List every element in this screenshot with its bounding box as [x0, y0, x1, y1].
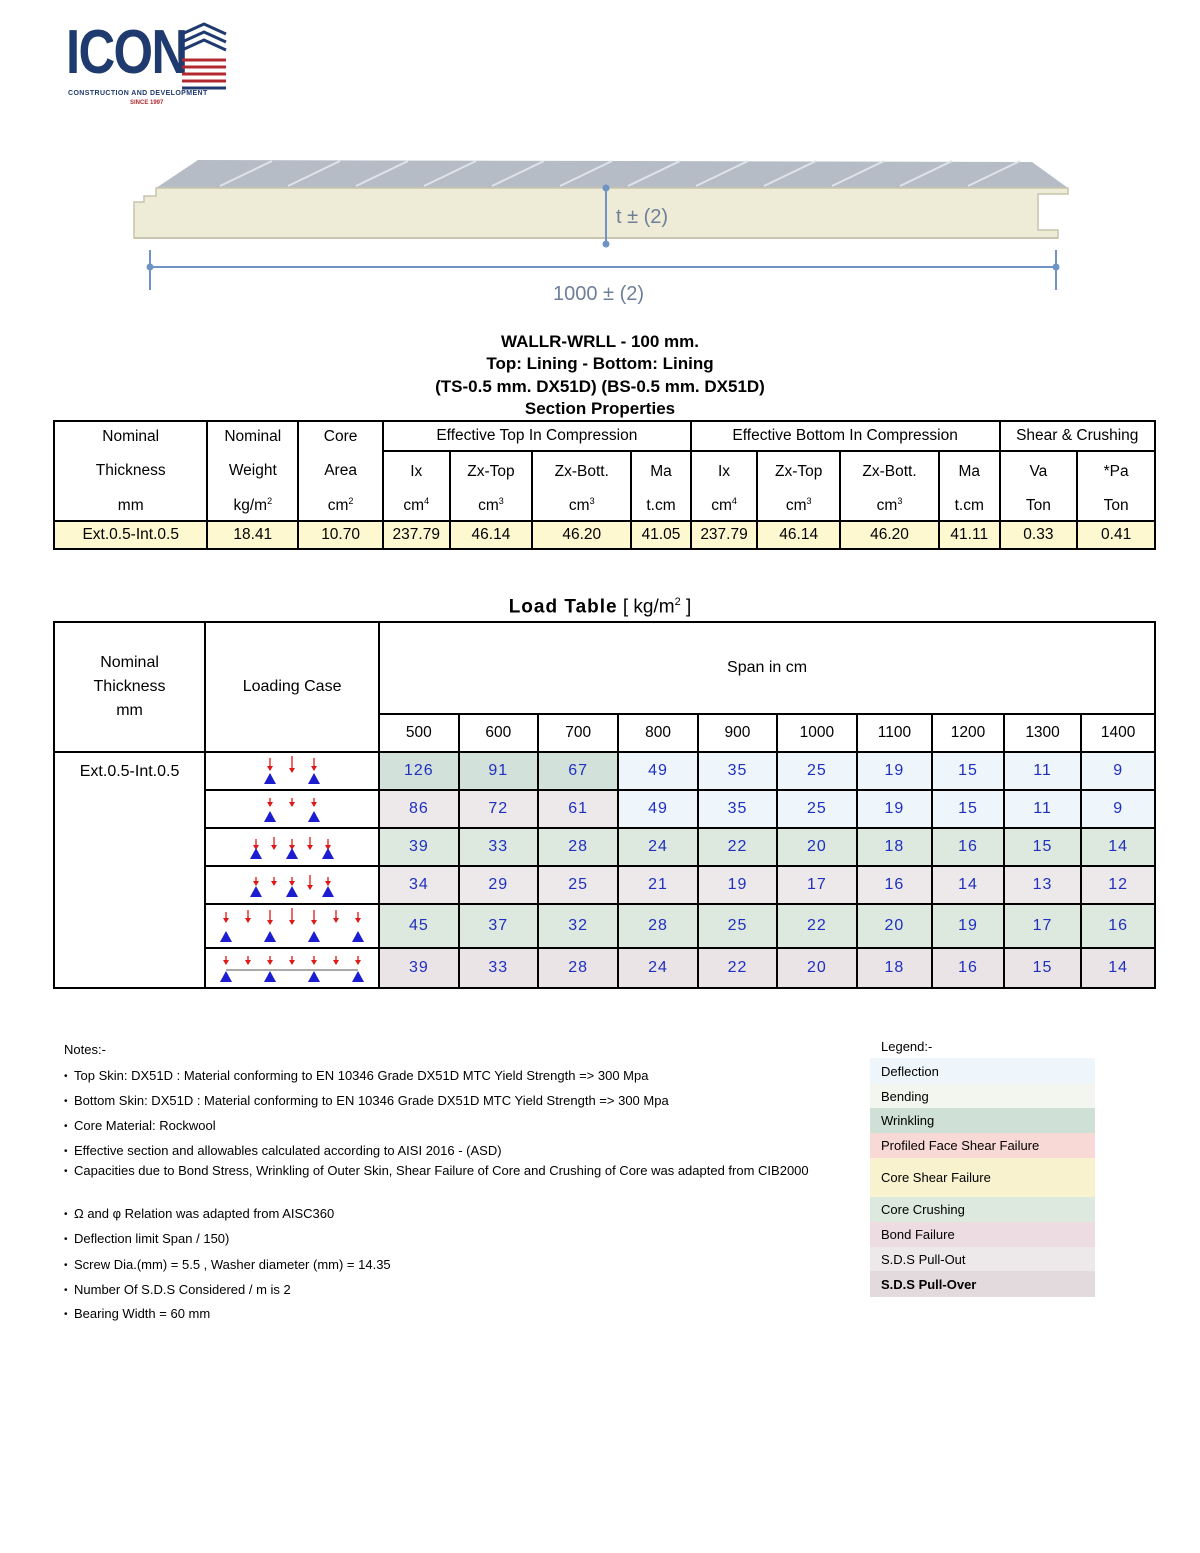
- legend-item: Profiled Face Shear Failure: [870, 1133, 1095, 1158]
- note-item: [64, 1091, 824, 1111]
- load-value-cell: 25: [777, 752, 857, 790]
- load-table: [53, 621, 1156, 989]
- load-arrowhead-icon: [307, 845, 313, 850]
- span-1000: 1000: [777, 714, 857, 752]
- value-ix-top: 237.79: [383, 521, 450, 549]
- load-value-cell: 39: [379, 828, 458, 866]
- load-row: [54, 866, 1155, 904]
- load-arrowhead-icon: [311, 960, 317, 965]
- value-ma-bottom: 41.11: [939, 521, 1000, 549]
- load-arrowhead-icon: [289, 768, 295, 773]
- span-1300: 1300: [1004, 714, 1082, 752]
- load-value-cell: 20: [777, 948, 857, 988]
- span-1100: 1100: [857, 714, 933, 752]
- note-text: Top Skin: DX51D : Material conforming to EN 10346 Grade DX51D MTC Yield Strength => 300 Mpa: [74, 1068, 649, 1083]
- load-value-cell: 9: [1081, 790, 1155, 828]
- head-zx-bott-bottom: Zx-Bott.: [840, 451, 939, 491]
- load-value-cell: 37: [459, 904, 538, 948]
- load-arrowhead-icon: [307, 885, 313, 890]
- load-value-cell: 91: [459, 752, 538, 790]
- load-arrowhead-icon: [271, 881, 277, 886]
- support-icon: [264, 773, 276, 784]
- width-dimension-label: 1000 ± (2): [553, 283, 645, 305]
- note-item: [64, 1280, 824, 1300]
- head-zx-bott-top: Zx-Bott.: [532, 451, 631, 491]
- load-value-cell: 15: [1004, 828, 1082, 866]
- value-zx-top-bottom: 46.14: [757, 521, 840, 549]
- legend-heading: Legend:-: [881, 1039, 933, 1054]
- logo-wordmark: ICON: [66, 18, 187, 87]
- legend-item: Bending: [870, 1084, 1095, 1108]
- loading-case-diagram: [205, 790, 379, 828]
- load-value-cell: 35: [698, 752, 777, 790]
- load-value-cell: 19: [698, 866, 777, 904]
- span-600: 600: [459, 714, 538, 752]
- note-text: Core Material: Rockwool: [74, 1118, 216, 1133]
- loading-diagram-icon: [206, 869, 378, 901]
- support-icon: [352, 931, 364, 942]
- loading-case-diagram: [205, 904, 379, 948]
- load-value-cell: 61: [538, 790, 618, 828]
- load-head-loading-case: Loading Case: [205, 622, 379, 752]
- section-properties-heading: Section Properties: [524, 399, 676, 418]
- load-value-cell: 32: [538, 904, 618, 948]
- panel-materials: (TS-0.5 mm. DX51D) (BS-0.5 mm. DX51D): [435, 377, 765, 396]
- load-value-cell: 12: [1081, 866, 1155, 904]
- load-value-cell: 29: [459, 866, 538, 904]
- panel-title: WALLR-WRLL - 100 mm.: [500, 332, 700, 351]
- load-value-cell: 25: [777, 790, 857, 828]
- head-effective-top: Effective Top In Compression: [383, 421, 691, 451]
- support-icon: [220, 931, 232, 942]
- load-arrowhead-icon: [245, 918, 251, 923]
- support-icon: [250, 848, 262, 859]
- span-500: 500: [379, 714, 458, 752]
- load-row: [54, 790, 1155, 828]
- note-item: [64, 1229, 824, 1249]
- value-zx-top-top: 46.14: [450, 521, 533, 549]
- load-value-cell: 18: [857, 948, 933, 988]
- legend-item: Wrinkling: [870, 1108, 1095, 1133]
- load-arrowhead-icon: [333, 918, 339, 923]
- support-icon: [264, 811, 276, 822]
- head-ix-top: Ix: [383, 451, 450, 491]
- load-value-cell: 16: [857, 866, 933, 904]
- thickness-dimension-label: t ± (2): [616, 206, 669, 228]
- head-pa: *Pa: [1077, 451, 1155, 491]
- logo-tagline: CONSTRUCTION AND DEVELOPMENT: [68, 90, 208, 97]
- unit-zx-bott-top: $cm^3$: [532, 491, 631, 521]
- head-va: Va: [1000, 451, 1078, 491]
- loading-diagram-icon: [206, 754, 378, 788]
- value-pa: 0.41: [1077, 521, 1155, 549]
- value-va: 0.33: [1000, 521, 1078, 549]
- load-arrowhead-icon: [289, 802, 295, 807]
- bullet-icon: •: [64, 1260, 68, 1271]
- load-arrowhead-icon: [289, 920, 295, 925]
- value-ma-top: 41.05: [631, 521, 691, 549]
- load-row: [54, 828, 1155, 866]
- head-shear-crushing: Shear & Crushing: [1000, 421, 1155, 451]
- support-icon: [286, 848, 298, 859]
- note-item: [64, 1204, 824, 1224]
- load-arrowhead-icon: [253, 881, 259, 886]
- value-zx-bott-bottom: 46.20: [840, 521, 939, 549]
- load-value-cell: 15: [932, 790, 1004, 828]
- load-value-cell: 20: [777, 828, 857, 866]
- load-value-cell: 67: [538, 752, 618, 790]
- load-arrowhead-icon: [333, 960, 339, 965]
- unit-pa: Ton: [1077, 491, 1155, 521]
- load-arrowhead-icon: [267, 960, 273, 965]
- unit-ma-bottom: t.cm: [939, 491, 1000, 521]
- support-icon: [322, 886, 334, 897]
- load-row: [54, 752, 1155, 790]
- support-icon: [250, 886, 262, 897]
- load-value-cell: 72: [459, 790, 538, 828]
- span-1400: 1400: [1081, 714, 1155, 752]
- span-800: 800: [618, 714, 697, 752]
- load-value-cell: 14: [932, 866, 1004, 904]
- load-value-cell: 14: [1081, 828, 1155, 866]
- unit-zx-top-top: $cm^3$: [450, 491, 533, 521]
- note-item: [64, 1141, 824, 1161]
- support-icon: [264, 971, 276, 982]
- notes-heading: Notes:-: [64, 1042, 106, 1057]
- note-item: [64, 1161, 824, 1181]
- value-weight: 18.41: [207, 521, 298, 549]
- load-value-cell: 126: [379, 752, 458, 790]
- bullet-icon: •: [64, 1234, 68, 1245]
- load-value-cell: 25: [538, 866, 618, 904]
- load-value-cell: 24: [618, 828, 697, 866]
- load-arrowhead-icon: [289, 960, 295, 965]
- load-value-cell: 22: [698, 828, 777, 866]
- logo-building-icon: [178, 20, 230, 100]
- note-text: Deflection limit Span / 150): [74, 1231, 230, 1246]
- head-zx-top-bottom: Zx-Top: [757, 451, 840, 491]
- bullet-icon: •: [64, 1121, 68, 1132]
- head-thickness: Thickness: [54, 451, 207, 491]
- loading-case-diagram: [205, 752, 379, 790]
- support-icon: [286, 886, 298, 897]
- load-value-cell: 19: [857, 752, 933, 790]
- company-logo: [66, 18, 236, 118]
- load-value-cell: 28: [538, 828, 618, 866]
- loading-case-diagram: [205, 828, 379, 866]
- head-ma-top: Ma: [631, 451, 691, 491]
- legend-item: Core Shear Failure: [870, 1158, 1095, 1197]
- load-arrowhead-icon: [223, 918, 229, 923]
- head-effective-bottom: Effective Bottom In Compression: [691, 421, 1000, 451]
- unit-weight: $kg/m^2$: [207, 491, 298, 521]
- unit-zx-bott-bottom: $cm^3$: [840, 491, 939, 521]
- unit-ma-top: t.cm: [631, 491, 691, 521]
- loading-diagram-icon: [206, 792, 378, 826]
- load-value-cell: 18: [857, 828, 933, 866]
- load-value-cell: 45: [379, 904, 458, 948]
- load-arrowhead-icon: [311, 920, 317, 925]
- load-value-cell: 24: [618, 948, 697, 988]
- load-value-cell: 86: [379, 790, 458, 828]
- section-properties-table: [53, 420, 1156, 550]
- load-value-cell: 9: [1081, 752, 1155, 790]
- load-value-cell: 17: [777, 866, 857, 904]
- load-value-cell: 28: [538, 948, 618, 988]
- load-value-cell: 22: [777, 904, 857, 948]
- note-item: [64, 1066, 824, 1086]
- load-value-cell: 39: [379, 948, 458, 988]
- bullet-icon: •: [64, 1285, 68, 1296]
- note-text: Screw Dia.(mm) = 5.5 , Washer diameter (mm) = 14.35: [74, 1257, 391, 1272]
- value-thickness: Ext.0.5-Int.0.5: [54, 521, 207, 549]
- load-value-cell: 25: [698, 904, 777, 948]
- load-arrowhead-icon: [325, 881, 331, 886]
- load-arrowhead-icon: [223, 960, 229, 965]
- support-icon: [308, 931, 320, 942]
- load-value-cell: 15: [1004, 948, 1082, 988]
- value-area: 10.70: [298, 521, 383, 549]
- bullet-icon: •: [64, 1071, 68, 1082]
- load-value-cell: 28: [618, 904, 697, 948]
- unit-mm: mm: [54, 491, 207, 521]
- note-text: Bottom Skin: DX51D : Material conforming to EN 10346 Grade DX51D MTC Yield Strength => 300 Mpa: [74, 1093, 669, 1108]
- head-ix-bottom: Ix: [691, 451, 758, 491]
- load-head-nominal: Nominal Thickness mm: [54, 622, 205, 752]
- load-row: [54, 904, 1155, 948]
- support-icon: [264, 931, 276, 942]
- load-value-cell: 15: [932, 752, 1004, 790]
- unit-area: $cm^2$: [298, 491, 383, 521]
- load-value-cell: 35: [698, 790, 777, 828]
- head-ma-bottom: Ma: [939, 451, 1000, 491]
- legend-item: Bond Failure: [870, 1222, 1095, 1247]
- load-value-cell: 19: [857, 790, 933, 828]
- load-value-cell: 14: [1081, 948, 1155, 988]
- loading-case-diagram: [205, 948, 379, 988]
- loading-case-diagram: [205, 866, 379, 904]
- span-700: 700: [538, 714, 618, 752]
- load-value-cell: 21: [618, 866, 697, 904]
- load-value-cell: 20: [857, 904, 933, 948]
- bullet-icon: •: [64, 1096, 68, 1107]
- load-value-cell: 11: [1004, 790, 1082, 828]
- load-row-thickness: Ext.0.5-Int.0.5: [54, 752, 205, 988]
- note-text: Ω and φ Relation was adapted from AISC360: [74, 1206, 335, 1221]
- panel-skins: Top: Lining - Bottom: Lining: [486, 354, 714, 373]
- bullet-icon: •: [64, 1146, 68, 1157]
- loading-diagram-icon: [206, 906, 378, 946]
- note-item: [64, 1116, 824, 1136]
- bullet-icon: •: [64, 1209, 68, 1220]
- legend-item: S.D.S Pull-Out: [870, 1247, 1095, 1271]
- head-core-area: Core: [298, 421, 383, 451]
- support-icon: [308, 773, 320, 784]
- load-arrowhead-icon: [267, 920, 273, 925]
- note-item: [64, 1304, 824, 1324]
- bullet-icon: •: [64, 1166, 68, 1177]
- load-arrowhead-icon: [267, 766, 273, 771]
- load-arrowhead-icon: [267, 802, 273, 807]
- unit-zx-top-bottom: $cm^3$: [757, 491, 840, 521]
- load-row: [54, 948, 1155, 988]
- load-head-span: Span in cm: [379, 622, 1155, 714]
- bullet-icon: •: [64, 1309, 68, 1320]
- note-text: Bearing Width = 60 mm: [74, 1306, 211, 1321]
- load-value-cell: 22: [698, 948, 777, 988]
- note-text: Capacities due to Bond Stress, Wrinkling of Outer Skin, Shear Failure of Core and Crushing of Core was adapted from CIB2000: [74, 1163, 809, 1178]
- load-value-cell: 11: [1004, 752, 1082, 790]
- value-zx-bott-top: 46.20: [532, 521, 631, 549]
- unit-va: Ton: [1000, 491, 1078, 521]
- support-icon: [308, 811, 320, 822]
- legend-item: Deflection: [870, 1058, 1095, 1084]
- span-900: 900: [698, 714, 777, 752]
- load-arrowhead-icon: [289, 881, 295, 886]
- head-nominal-thickness: Nominal: [54, 421, 207, 451]
- span-1200: 1200: [932, 714, 1004, 752]
- unit-ix-top: $cm^4$: [383, 491, 450, 521]
- support-icon: [322, 848, 334, 859]
- load-arrowhead-icon: [355, 960, 361, 965]
- load-arrowhead-icon: [271, 845, 277, 850]
- head-area: Area: [298, 451, 383, 491]
- value-ix-bottom: 237.79: [691, 521, 758, 549]
- support-icon: [308, 971, 320, 982]
- support-icon: [352, 971, 364, 982]
- load-arrowhead-icon: [311, 802, 317, 807]
- load-table-heading: Load Table [ $kg/m^2$ ]: [508, 596, 692, 618]
- load-arrowhead-icon: [311, 766, 317, 771]
- unit-ix-bottom: $cm^4$: [691, 491, 758, 521]
- load-value-cell: 49: [618, 752, 697, 790]
- load-value-cell: 13: [1004, 866, 1082, 904]
- loading-diagram-icon: [206, 950, 378, 986]
- note-text: Effective section and allowables calculated according to AISI 2016 - (ASD): [74, 1143, 502, 1158]
- support-icon: [220, 971, 232, 982]
- head-weight: Weight: [207, 451, 298, 491]
- legend-item: S.D.S Pull-Over: [870, 1271, 1095, 1297]
- head-nominal-weight: Nominal: [207, 421, 298, 451]
- head-zx-top-top: Zx-Top: [450, 451, 533, 491]
- load-arrowhead-icon: [355, 918, 361, 923]
- load-value-cell: 17: [1004, 904, 1082, 948]
- load-value-cell: 16: [1081, 904, 1155, 948]
- load-arrowhead-icon: [245, 960, 251, 965]
- load-value-cell: 49: [618, 790, 697, 828]
- note-text: Number Of S.D.S Considered / m is 2: [74, 1282, 291, 1297]
- load-value-cell: 19: [932, 904, 1004, 948]
- load-value-cell: 16: [932, 948, 1004, 988]
- load-value-cell: 33: [459, 948, 538, 988]
- loading-diagram-icon: [206, 831, 378, 863]
- load-value-cell: 16: [932, 828, 1004, 866]
- legend-item: Core Crushing: [870, 1197, 1095, 1222]
- note-item: [64, 1255, 824, 1275]
- load-value-cell: 34: [379, 866, 458, 904]
- load-value-cell: 33: [459, 828, 538, 866]
- logo-since: SINCE 1997: [130, 100, 164, 106]
